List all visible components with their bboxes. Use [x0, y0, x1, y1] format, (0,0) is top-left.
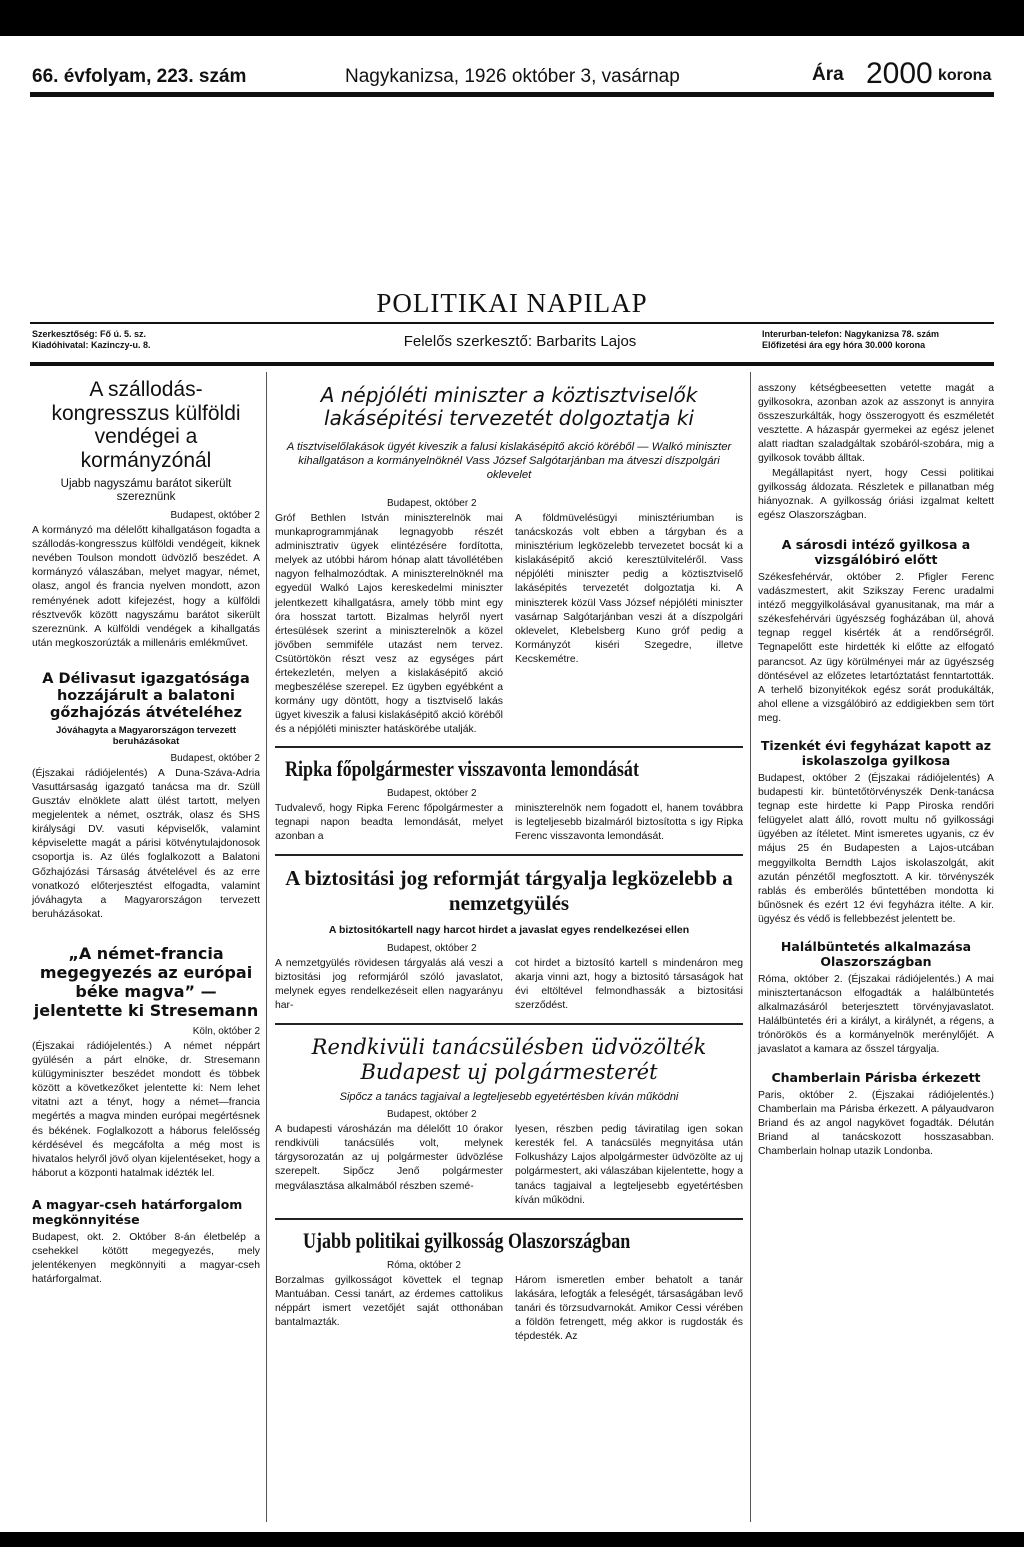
article-body: Székesfehérvár, október 2. Pfigler Ferenc vadászmestert, akit Szikszay Ferenc uradalmi intéző meggyilkolásával gyanusitanak, ma már a székesfehérvári ügyészség fogházában ül, ahová tegnap reggel kisérték át a rendőrségről. Tegnapelőtt este hirdették ki előtte az elfogató parancsot. Az ügy körülményei már az ügyészség döntésével az előzetes letartóztatást fenntartották. A terhelő bizonyitékok egész sorát produkálták, ahol ellene a vizsgálóbiró az eddigiekben sem tört meg.	[758, 571, 994, 724]
olasz-body-col1: Borzalmas gyilkosságot követtek el tegnap Mantuában. Cessi tanárt, az érdemes cattolikus néppárt ismert vezetőjét saját otthonában bantalmazták.	[275, 1274, 503, 1328]
right-info-1: Interurban-telefon: Nagykanizsa 78. szám	[762, 329, 940, 339]
scan-top-border	[0, 0, 1024, 36]
lead-body	[275, 512, 743, 738]
bizt-body-col2: cot hirdet a biztosító kartell s mindenáron meg akarja vinni azt, hogy a biztositó társaságok hat évi eltöltével felmondhassák a biztositási szerződést.	[515, 957, 743, 1012]
article-body: A kormányzó ma délelőtt kihallgatáson fogadta a szállodás-kongresszus külföldi vendégeit, kiknek nevében Toulson mondott üdvözlő beszédet. A kormányzó válaszában, melyet magyar, német, olasz, angol és francia nyelven mondott, azon reményének adott kifejezést, hogy a külföldi résztvevők között nagyszámu barátot sikerült szereznünk. A külföldi vendégek a kihallgatás után megkoszorúzták a millenáris emlékművet.	[32, 525, 260, 649]
article-title: A szállodás-kongresszus külföldi vendégei a kormányzónál	[51, 378, 241, 472]
tanacs-subtitle: Sipőcz a tanács tagjaival a legteljesebb egyetértésben kíván működni	[339, 1091, 679, 1104]
lead-title: A népjóléti miniszter a köztisztviselők lakásépitési tervezetét dolgoztatja ki	[320, 383, 698, 430]
dateline: Köln, október 2	[192, 1025, 260, 1037]
article-title: Tizenkét évi fegyházat kapott az iskolaszolga gyilkosa	[760, 737, 992, 768]
olasz-title: Ujabb politikai gyilkosság Olaszországban	[303, 1227, 631, 1253]
bizt-title: A biztositási jog reformját tárgyalja legközelebb a nemzetgyülés	[285, 865, 733, 915]
olasz-body	[275, 1274, 743, 1344]
article-body: Róma, október 2. (Éjszakai rádiójelentés.) A mai minisztertanácson elfogadták a halálbüntetés alkalmazásáról beterjesztett törvényjavaslatot. Halálbüntetés éri a királyt, a királynét, a régens, a trónörökös és a kormányelnök merénylőjét. A javaslatot a kamara az ősszel tárgyalja.	[758, 974, 994, 1056]
article-body: (Éjszakai rádiójelentés) A Duna-Száva-Adria Vasuttársaság igazgató tanácsa ma dr. Szüll Gusztáv elnöklete alatt ülést tartott, melyen megjelentek a német, osztrák, olasz és SHS királysági DV. vasuti képviselők, valamint képviselette magát a párisi kötvénytulajdonosok csoportja is. Az ülés foglalkozott a Balatoni Gőzhajózási Társaság átvételével és az erre vonatkozó előterjesztést elfogadta, valamint jóváhagyta a Magyarországon tervezett beruházásokat.	[32, 767, 260, 920]
olasz-body-col2: Három ismeretlen ember behatolt a tanár lakására, lefogták a feleségét, társaságában levő tanári és törzsudvarnokát. Amikor Cessi vérében a földön fetrengett, még akkor is rugdosták és tépdesték. Az	[515, 1274, 743, 1343]
editor-line: Felelős szerkesztő: Barbarits Lajos	[403, 333, 637, 350]
masthead-left-info	[32, 329, 272, 351]
right-info-2: Előfizetési ára egy hóra 30.000 korona	[762, 340, 926, 350]
article-body: asszony kétségbeesetten vetette magát a gyilkosokra, azonban azok az asszonyt is annyira összeszurkálták, hogy összerogyott és eszméletét vesztette. A házaspár gyermekei az egész jelenet alatt riadtan szaladgáltak szobáról-szobára, mig a gyilkosok tovább álltak.	[758, 383, 994, 465]
masthead-subtitle: POLITIKAI NAPILAP	[376, 288, 648, 318]
dateline: Budapest, október 2	[387, 787, 477, 799]
separator	[275, 746, 743, 748]
masthead-right-info	[762, 329, 994, 351]
article-subtitle: Jóváhagyta a Magyarországon tervezett beruházásokat	[55, 724, 237, 747]
left-info-2: Kiadóhivatal: Kazinczy-u. 8.	[32, 340, 151, 350]
bizt-body	[275, 957, 743, 1013]
dateline: Róma, október 2	[387, 1259, 461, 1271]
tanacs-body-col2: lyesen, részben pedig táviratilag igen sokan keresték fel. A tanácsülés megnyitása után Folkusházy Lajos alpolgármester üdvözölte az uj polgármestert, aki válaszában kijelentette, hogy a tanács tagjaival a legteljesebb egyetértésben kíván működni.	[515, 1124, 743, 1206]
article-body: (Éjszakai rádiójelentés.) A német néppárt gyülésén a párt elnöke, dr. Stresemann külügyminiszter beszédet mondott és többek között a következőket jelentette ki: Nem lehet vitatni azt a tényt, hogy a német—francia megértés a magva minden európai megértésnek és békének. Foglalkozott a háborus felelősség kérdésével és megcáfolta a még most is hivatalos helyről jövő olyan kijelentéseket, hogy a háborut a központi hatalmak idézték lel.	[32, 1040, 260, 1179]
place-date: Nagykanizsa, 1926 október 3, vasárnap	[345, 66, 680, 87]
tanacs-title: Rendkivüli tanácsülésben üdvözölték Budapest uj polgármesterét	[311, 1035, 707, 1085]
lead-body-col2: A földmüvelésügyi minisztériumban is tanácskozás volt ebben a tárgyban és a minisztérium legközelebb tervezetet bocsát ki a kislakásépitő akció keresztülviteléről. Vass népjóléti miniszter pedig a köztisztviselő lakásépités tervezetét dolgoztatja ki. A miniszterek közül Vass József népjóléti miniszter vasárnap Salgótarjánban veszi át a díszpolgári oklevelet, Klebelsberg Kuno gróf pedig a Kormányzót kiséri Szegedre, illetve Kecskemétre.	[515, 513, 743, 665]
article-body: Paris, október 2. (Éjszakai rádiójelentés.) Chamberlain ma Párisba érkezett. A pályaudvaron Briand és az angol nagykövet fogadták. Délután Briand al tanácskozott hosszasabban. Chamberlain holnap utazik Londonba.	[758, 1089, 994, 1157]
article-title: A magyar-cseh határforgalom megkönnyitése	[32, 1196, 243, 1227]
dateline: Budapest, október 2	[387, 498, 477, 509]
lead-body-col1: Gróf Bethlen István miniszterelnök mai munkaprogrammjának legnagyobb részét adminisztrativ ügyek elintézésére fordította, melyek az utóbbi három hónap alatt távollétében nagyon felhalmozódtak. A miniszterelnöknél ma egyedül Walkó Lajos kereskedelmi miniszter jelentkezett kihallgatásra, amely több mint egy óra hosszat tartott. Bizalmas helyről nyert értesülések szerint a miniszterelnök a közel jövőben semmiféle utazást nem tervez. Csütörtökön részt vesz az egységes párt értekezletén, melyen a kislakásépitő akció megbeszélése szerepel. Ez ügyben egyébként a kormány ugy döntött, hogy a tisztviselő lakás ügyet kiveszik a falusi kislakásépitő akció köréből és a népjóléti miniszter hatáskörébe utalják.	[275, 513, 503, 736]
ripka-body	[275, 802, 743, 844]
ripka-body-col1: Tudvalevő, hogy Ripka Ferenc főpolgármester a tegnapi napon beadta lemondását, melyet azonban a	[275, 802, 503, 842]
column-rule-right	[750, 372, 751, 1522]
dateline: Budapest, október 2	[387, 1109, 477, 1121]
column-rule-left	[266, 372, 267, 1522]
article-title: A Délivasut igazgatósága hozzájárult a balatoni gőzhajózás átvételéhez	[42, 670, 250, 721]
dateline: Budapest, október 2	[170, 510, 260, 522]
masthead-rule	[30, 322, 994, 324]
bizt-subtitle: A biztositókartell nagy harcot hirdet a javaslat egyes rendelkezései ellen	[328, 923, 690, 936]
left-column	[32, 378, 260, 1287]
lead-subtitle: A tisztviselőlakások ügyét kiveszik a falusi kislakásépitő akció köréből — Walkó miniszter kihallgatáson a kormányelnöknél Vass József Salgótarjánban ma átveszi díszpolgári oklevelet	[286, 441, 732, 481]
center-column	[275, 384, 743, 1344]
price-value: 2000	[866, 57, 933, 90]
separator	[275, 854, 743, 856]
tanacs-body	[275, 1123, 743, 1208]
article-body: Budapest, október 2 (Éjszakai rádiójelentés) A budapesti kir. büntetőtörvényszék Denk-tanácsa tegnap este hirdette ki Papp Piroska rendőri felügyelet alatt álló, rovott multu nő gyilkossági ügyében az ítéletet. Mint ismeretes ugyanis, cz év május 25 én Budapesten a Lajos-utcában meggyilkolta Berndth Lajos iskolaszolgát, akit azután pénzétől megfosztott. A kir. törvényszék rablás és emberölés bűntettében mondotta ki bűnösnek és ezért 12 évi fegyházra itélte. A kir. ügyész és védő is fellebbezést jelentett be.	[758, 772, 994, 925]
scan-bottom-border	[0, 1532, 1024, 1547]
separator	[275, 1023, 743, 1025]
left-info-1: Szerkesztőség: Fő ú. 5. sz.	[32, 329, 147, 339]
article-title: Halálbüntetés alkalmazása Olaszországban	[780, 939, 972, 969]
article-body: Budapest, okt. 2. Október 8-án életbelép a csehekkel kötött megegyezés, mely jelentékenyen megkönnyiti a magyar-cseh határforgalmat.	[32, 1231, 260, 1286]
article-title: „A német-francia megegyezés az európai béke magva” — jelentette ki Stresemann	[33, 943, 259, 1020]
article-subtitle: Ujabb nagyszámu barátot sikerült szereznünk	[60, 478, 232, 504]
price-label: Ára	[812, 64, 844, 85]
price-unit: korona	[938, 67, 992, 84]
right-column	[758, 382, 994, 1159]
masthead-bottom-rule	[30, 362, 994, 366]
article-body: Megállapitást nyert, hogy Cessi politikai gyilkosság áldozata. Részletek e pillanatban még hiányoznak. A gyilkosság óriási izgalmat keltett egész Olaszországban.	[758, 467, 994, 521]
article-title: A sárosdi intéző gyilkosa a vizsgálóbiró előtt	[781, 536, 971, 567]
ripka-title: Ripka főpolgármester visszavonta lemondását	[285, 755, 639, 781]
separator	[275, 1218, 743, 1220]
issue-number: 66. évfolyam, 223. szám	[32, 66, 247, 87]
ripka-body-col2: miniszterelnök nem fogadott el, hanem továbbra is legteljesebb bizalmáról biztosította s igy Ripka Ferenc visszavonta lemondását.	[515, 802, 743, 842]
dateline: Budapest, október 2	[387, 942, 477, 954]
header-rule	[30, 92, 994, 97]
article-title: Chamberlain Párisba érkezett	[771, 1069, 981, 1085]
dateline: Budapest, október 2	[170, 752, 260, 764]
bizt-body-col1: A nemzetgyülés rövidesen tárgyalás alá veszi a biztositási jog reformjáról szóló javaslatot, melynek egyes rendelkezéseit ellen nagyarányu har-	[275, 957, 503, 1012]
tanacs-body-col1: A budapesti városházán ma délelőtt 10 órakor rendkivüli tanácsülés volt, melynek tárgysorozatán az uj polgármester üdvözlése szerepelt. Sipőcz Jenő polgármester megválasztása alkalmából részben szemé-	[275, 1124, 503, 1192]
